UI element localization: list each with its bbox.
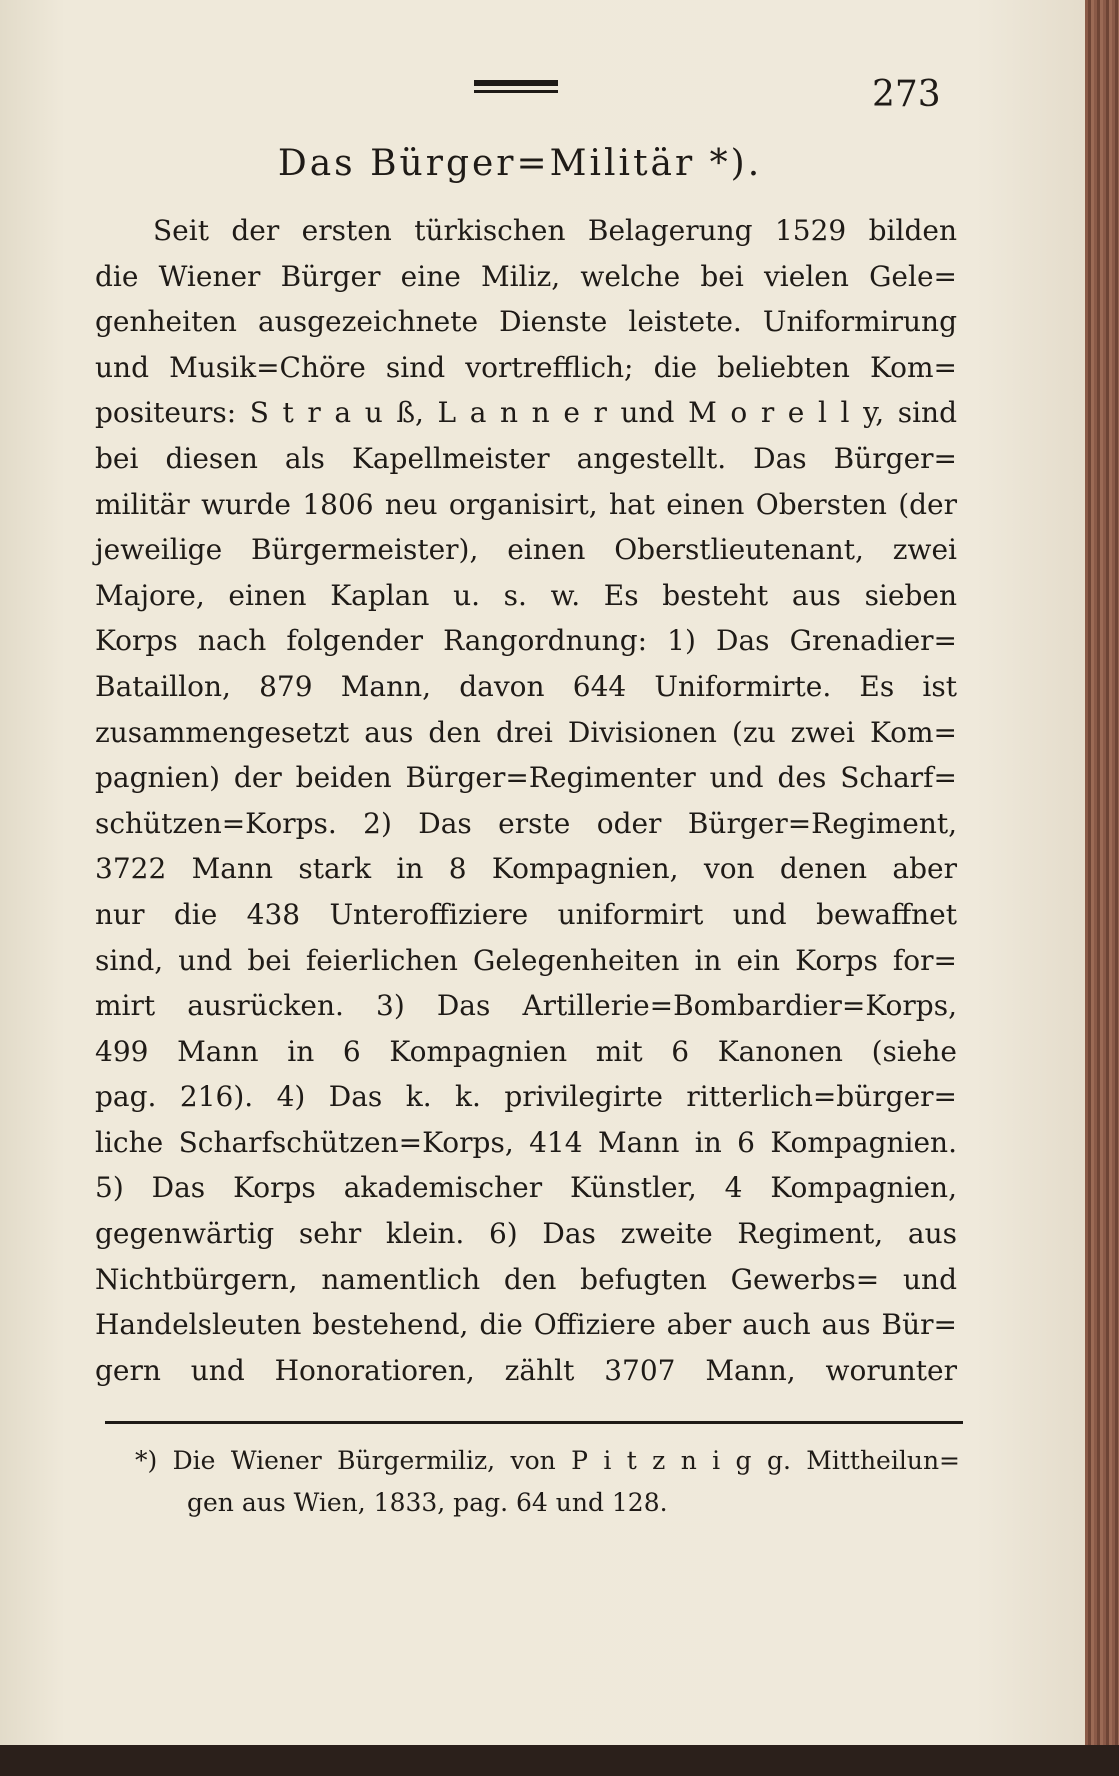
text-line: bei diesen als Kapellmeister angestellt. Das Bürger= [95,441,957,475]
text-line: zusammengesetzt aus den drei Divisionen (zu zwei Kom= [95,715,957,749]
section-title: Das Bürger=Militär *). [277,143,763,184]
text-line: 3722 Mann stark in 8 Kompagnien, von denen aber [95,852,957,886]
text-line: Nichtbürgern, namentlich den befugten Gewerbs= und [95,1262,957,1296]
body-text [95,208,957,1393]
text-line: positeurs: S t r a u ß, L a n n e r und M o r e l l y, sind [95,396,957,430]
text-line: 499 Mann in 6 Kompagnien mit 6 Kanonen (siehe [95,1034,957,1068]
footnote [135,1440,960,1524]
text-line: sind, und bei feierlichen Gelegenheiten in ein Korps for= [95,943,957,977]
scan-background [0,1745,1119,1776]
header-ornament-rule [474,80,558,86]
text-line: Seit der ersten türkischen Belagerung 1529 bilden [153,214,957,247]
text-line: gern und Honoratioren, zählt 3707 Mann, worunter [95,1353,957,1387]
text-line: Handelsleuten bestehend, die Offiziere aber auch aus Bür= [95,1308,957,1342]
text-line: Bataillon, 879 Mann, davon 644 Uniformirte. Es ist [95,669,957,703]
page-number: 273 [872,74,941,115]
text-line: militär wurde 1806 neu organisirt, hat einen Obersten (der [95,487,957,521]
footnote-separator [105,1421,963,1424]
text-line: schützen=Korps. 2) Das erste oder Bürger=Regiment, [95,806,957,840]
text-line: genheiten ausgezeichnete Dienste leistete. Uniformirung [95,305,957,339]
text-line: liche Scharfschützen=Korps, 414 Mann in 6 Kompagnien. [95,1125,957,1159]
text-line: mirt ausrücken. 3) Das Artillerie=Bombardier=Korps, [95,989,957,1023]
text-line: jeweilige Bürgermeister), einen Oberstlieutenant, zwei [95,533,957,567]
text-line: pagnien) der beiden Bürger=Regimenter und des Scharf= [95,761,957,795]
text-line: gegenwärtig sehr klein. 6) Das zweite Regiment, aus [95,1217,957,1251]
book-page-edge [1085,0,1119,1776]
text-line: Majore, einen Kaplan u. s. w. Es besteht aus sieben [95,578,957,612]
text-line: 5) Das Korps akademischer Künstler, 4 Kompagnien, [95,1171,957,1205]
text-line: und Musik=Chöre sind vortrefflich; die beliebten Kom= [95,350,957,384]
header-ornament-rule-thin [474,90,558,93]
text-line: pag. 216). 4) Das k. k. privilegirte ritterlich=bürger= [95,1080,957,1114]
footnote-line: gen aus Wien, 1833, pag. 64 und 128. [187,1488,668,1517]
text-line: die Wiener Bürger eine Miliz, welche bei vielen Gele= [95,259,957,293]
footnote-line: *) Die Wiener Bürgermiliz, von P i t z n i g g. Mittheilun= [135,1446,960,1475]
text-line: Korps nach folgender Rangordnung: 1) Das Grenadier= [95,624,957,658]
text-line: nur die 438 Unteroffiziere uniformirt und bewaffnet [95,897,957,931]
